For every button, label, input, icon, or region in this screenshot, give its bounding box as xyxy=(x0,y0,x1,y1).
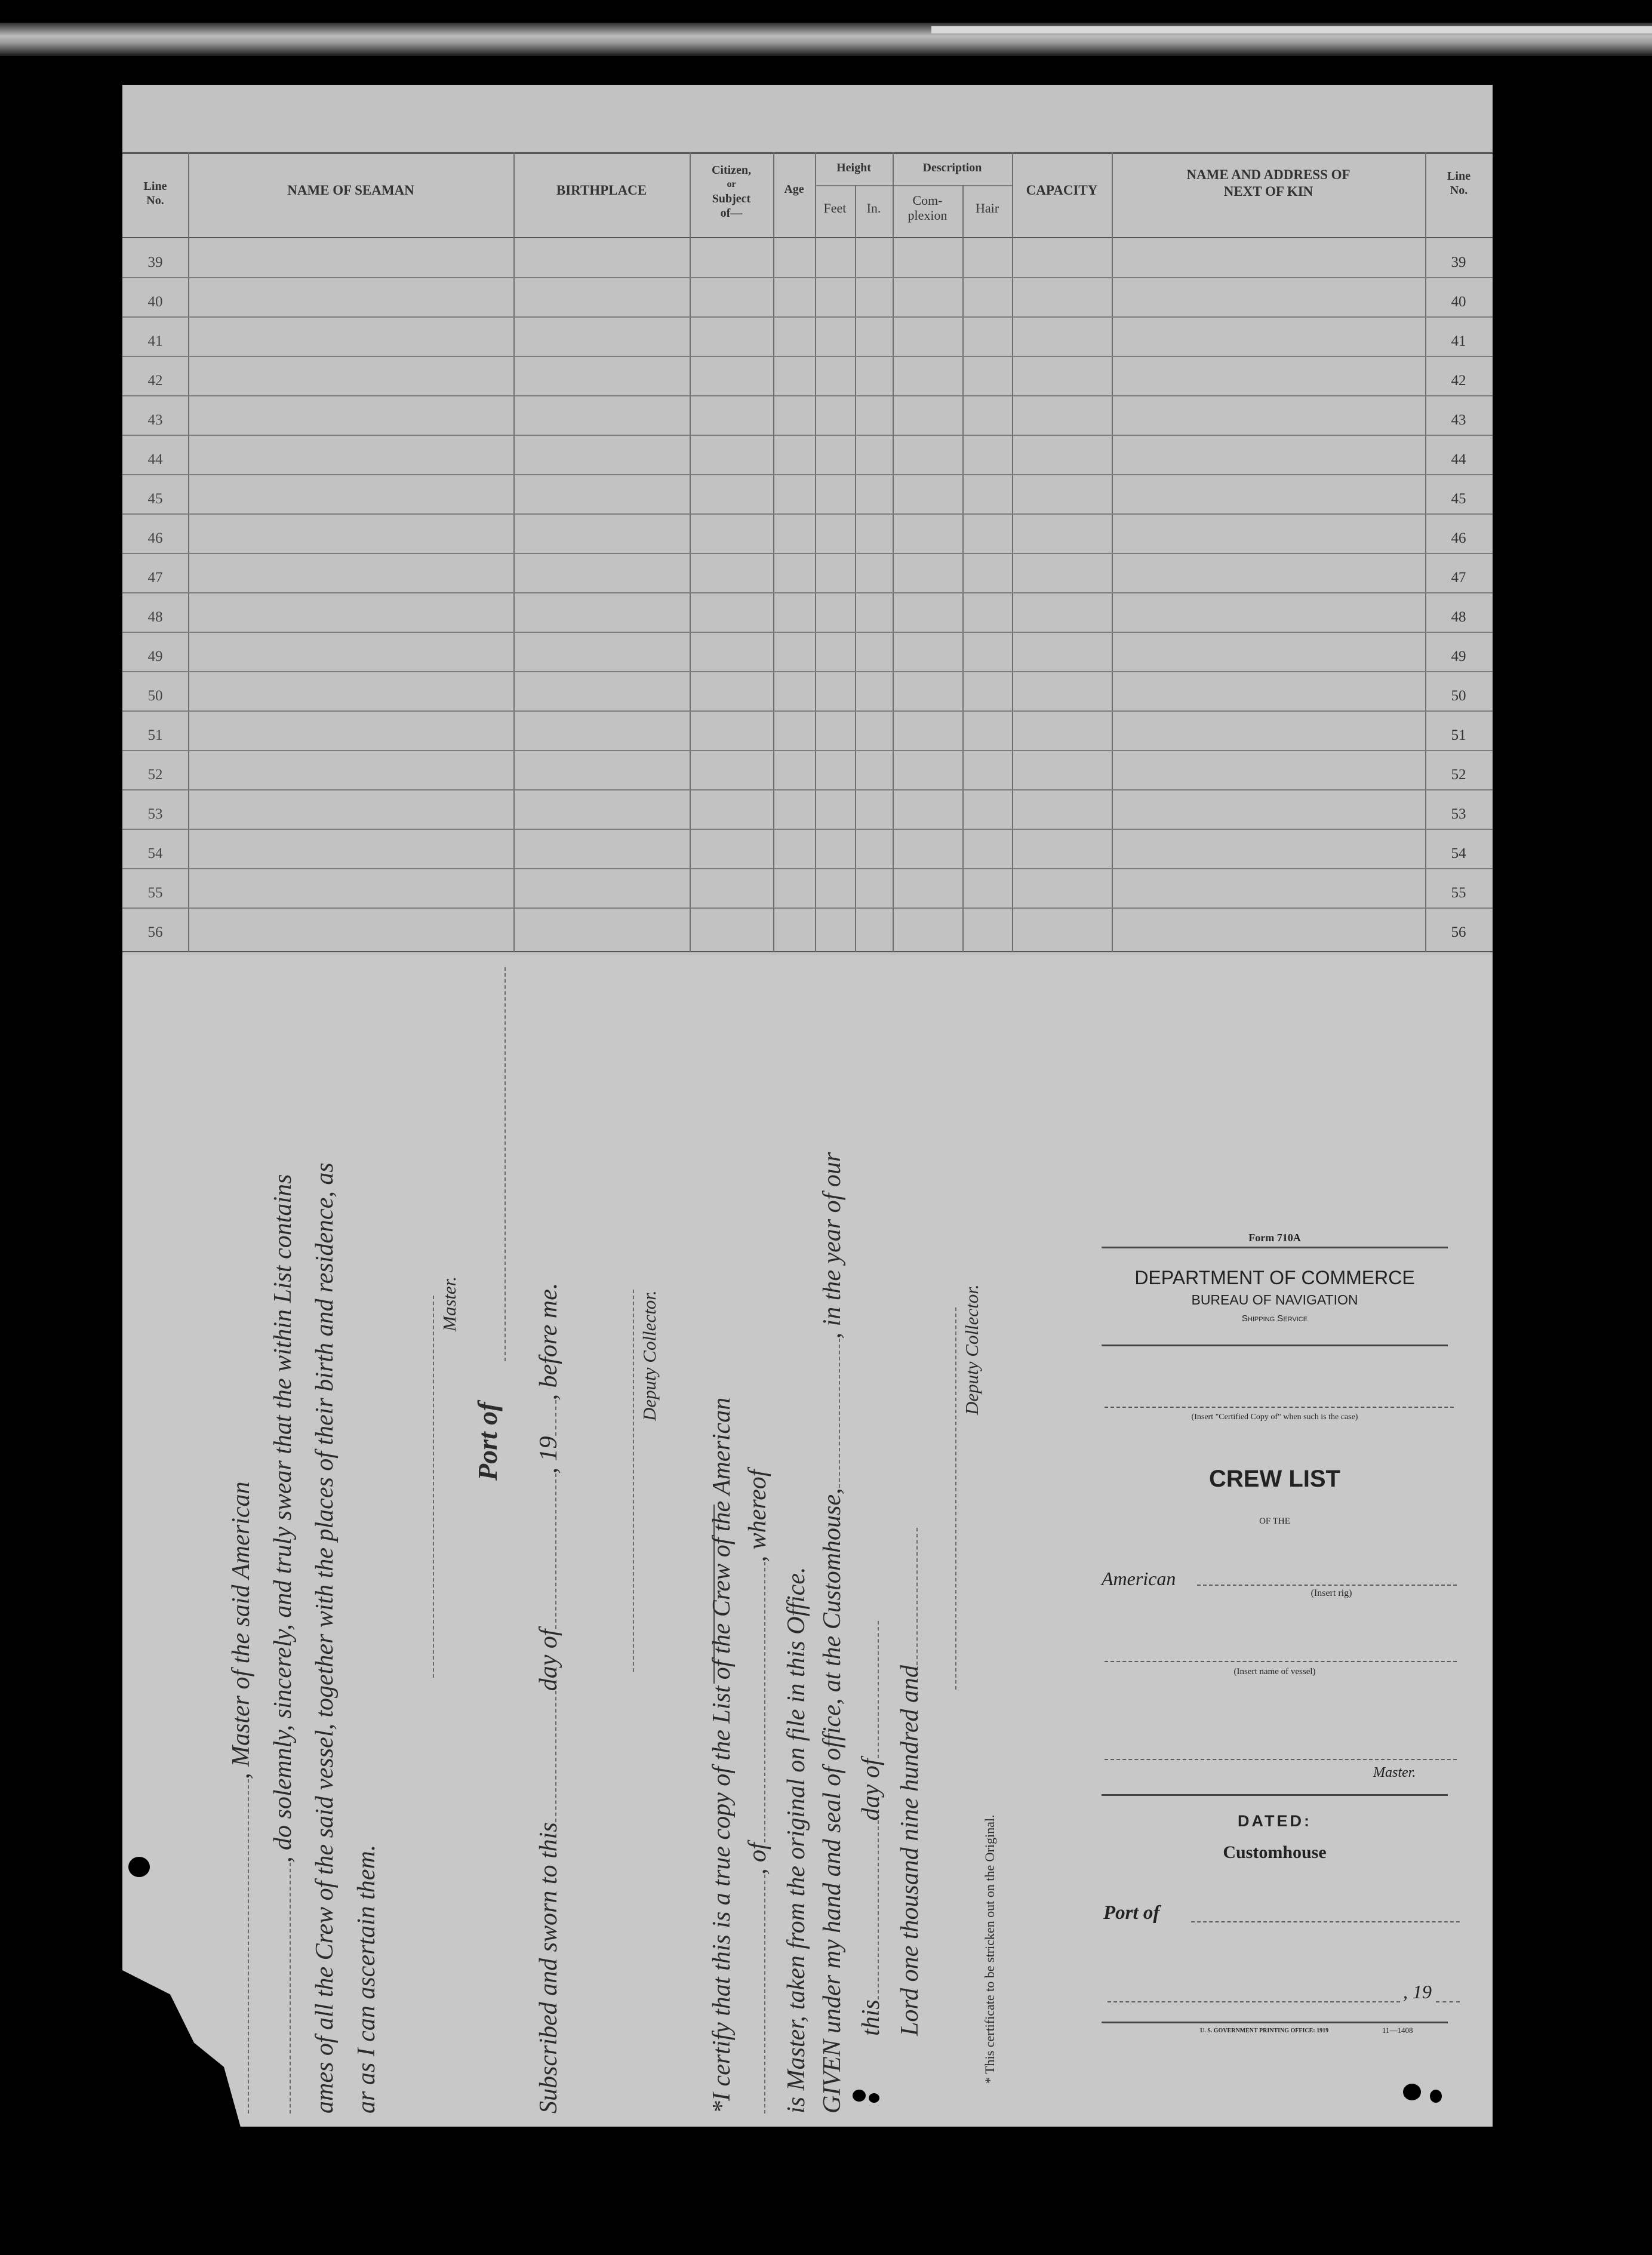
row-line-number-right: 51 xyxy=(1451,727,1466,743)
table-row xyxy=(122,278,1493,318)
department-title: DEPARTMENT OF COMMERCE xyxy=(1134,1267,1415,1288)
row-line-number-right: 52 xyxy=(1451,767,1466,783)
header-feet: Feet xyxy=(823,201,847,216)
port-of-line xyxy=(504,967,506,1361)
ink-blot xyxy=(853,2090,866,2102)
this-day-line: thisday of xyxy=(857,1622,885,2036)
height-desc-divider xyxy=(815,185,1012,186)
header-citizen: Citizen, or Subject of— xyxy=(711,164,752,220)
deputy-collector-label-1: Deputy Collector. xyxy=(639,1290,660,1421)
table-row xyxy=(122,909,1493,948)
table-row xyxy=(122,318,1493,357)
table-row xyxy=(122,239,1493,278)
master-signature-line xyxy=(433,1296,434,1678)
lord-line: Lord one thousand nine hundred and xyxy=(896,1528,924,2036)
bureau-title: BUREAU OF NAVIGATION xyxy=(1191,1292,1358,1308)
table-bottom-border xyxy=(122,951,1493,952)
table-row xyxy=(122,869,1493,909)
cover-top-rule xyxy=(1102,1247,1448,1248)
table-row xyxy=(122,396,1493,436)
crew-list-title: CREW LIST xyxy=(1209,1466,1340,1492)
table-row xyxy=(122,830,1493,869)
table-row xyxy=(122,712,1493,751)
cover-year-line xyxy=(1436,2001,1460,2002)
row-line-number: 49 xyxy=(147,648,163,664)
row-line-number-right: 44 xyxy=(1451,451,1466,467)
header-description: Description xyxy=(922,161,982,174)
row-line-number-right: 50 xyxy=(1451,688,1466,704)
row-line-number: 45 xyxy=(147,491,163,507)
rotated-oath-block xyxy=(173,1152,982,2125)
row-line-number-right: 48 xyxy=(1451,609,1466,625)
certify-line-3: is Master, taken from the original on file in this Office. xyxy=(783,1567,810,2114)
table-row xyxy=(122,633,1493,672)
customhouse-label: Customhouse xyxy=(1223,1842,1327,1862)
ink-blot xyxy=(1403,2084,1421,2100)
insert-vessel-note: (Insert name of vessel) xyxy=(1233,1667,1316,1676)
row-line-number-right: 47 xyxy=(1451,570,1466,586)
row-line-number: 46 xyxy=(147,530,163,546)
deputy-signature-line-2 xyxy=(955,1308,956,1690)
row-line-number: 40 xyxy=(147,294,163,310)
given-line: GIVEN under my hand and seal of office, at the Customhouse,, in the year of our xyxy=(819,1152,846,2114)
dated-label: DATED: xyxy=(1238,1812,1312,1830)
cover-rule-3 xyxy=(1102,1794,1448,1796)
row-line-number-right: 40 xyxy=(1451,294,1466,310)
row-line-number-right: 56 xyxy=(1451,924,1466,940)
header-line-no-right: Line No. xyxy=(1447,170,1471,197)
table-row xyxy=(122,790,1493,830)
certified-copy-line xyxy=(1105,1407,1454,1408)
row-line-number: 41 xyxy=(147,333,163,349)
printer-imprint: U. S. GOVERNMENT PRINTING OFFICE: 1919 xyxy=(1200,2028,1329,2034)
oath-line-3: ames of all the Crew of the said vessel, together with the places of their birth and residence, as xyxy=(311,1162,339,2114)
rig-line xyxy=(1197,1585,1457,1586)
cover-master-label: Master. xyxy=(1373,1765,1416,1780)
master-name-line xyxy=(1105,1759,1457,1760)
row-line-number: 51 xyxy=(147,727,163,743)
cover-port-of-label: Port of xyxy=(1103,1902,1160,1924)
header-hair: Hair xyxy=(975,201,999,216)
table-row xyxy=(122,593,1493,633)
crew-table xyxy=(122,152,1493,952)
certify-line-1: *I certify that this is a true copy of the List of the Crew of the American xyxy=(708,1397,736,2114)
row-line-number-right: 43 xyxy=(1451,412,1466,428)
row-line-number: 44 xyxy=(147,451,163,467)
row-line-number: 39 xyxy=(147,254,163,270)
subscribed-line: Subscribed and sworn to thisday of, 19, before me. xyxy=(535,1282,562,2114)
header-age: Age xyxy=(784,183,804,196)
insert-rig-note: (Insert rig) xyxy=(1310,1588,1352,1598)
row-line-number-right: 42 xyxy=(1451,373,1466,389)
american-label: American xyxy=(1102,1568,1176,1589)
row-line-number: 50 xyxy=(147,688,163,704)
oath-line-2: , do solemnly, sincerely, and truly swear that the within List contains xyxy=(269,1174,297,2114)
header-birthplace: BIRTHPLACE xyxy=(556,183,647,198)
row-line-number: 56 xyxy=(147,924,163,940)
header-height: Height xyxy=(836,161,871,174)
table-row xyxy=(122,554,1493,593)
row-line-number: 55 xyxy=(147,885,163,901)
table-row xyxy=(122,751,1493,790)
oath-line-4: ar as I can ascertain them. xyxy=(353,1844,380,2114)
row-line-number: 54 xyxy=(147,845,163,862)
master-label: Master. xyxy=(439,1276,460,1331)
header-in: In. xyxy=(866,201,881,216)
film-edge-highlight xyxy=(931,26,1652,33)
insert-certified-note: (Insert "Certified Copy of" when such is the case) xyxy=(1191,1413,1358,1422)
header-name-of-seaman: NAME OF SEAMAN xyxy=(287,183,414,198)
cover-rule-2 xyxy=(1102,1345,1448,1346)
header-complexion: Com- plexion xyxy=(907,193,947,223)
table-row xyxy=(122,672,1493,712)
deputy-collector-label-2: Deputy Collector. xyxy=(961,1284,982,1415)
header-line-no: Line No. xyxy=(143,180,167,207)
service-title: Shipping Service xyxy=(1241,1313,1308,1324)
port-of-label: Port of xyxy=(472,1402,503,1481)
table-row xyxy=(122,436,1493,475)
header-capacity: CAPACITY xyxy=(1026,183,1098,198)
form-number: Form 710A xyxy=(1248,1232,1301,1244)
ink-blot xyxy=(1430,2090,1442,2103)
cover-year-label: , 19 xyxy=(1403,1981,1432,2002)
ink-blot xyxy=(869,2093,879,2103)
table-row xyxy=(122,357,1493,396)
oath-line-1: , Master of the said American xyxy=(227,1481,256,2114)
table-row xyxy=(122,515,1493,554)
deputy-signature-line-1 xyxy=(633,1290,634,1672)
row-line-number: 53 xyxy=(147,806,163,822)
vessel-name-line xyxy=(1105,1661,1457,1662)
cover-port-line xyxy=(1191,1921,1460,1922)
ink-blot xyxy=(128,1857,150,1877)
cover-bottom-rule xyxy=(1102,2022,1448,2023)
row-line-number: 48 xyxy=(147,609,163,625)
form-code: 11—1408 xyxy=(1382,2026,1413,2035)
row-line-number-right: 39 xyxy=(1451,254,1466,270)
header-bottom-border xyxy=(122,237,1493,238)
row-line-number-right: 49 xyxy=(1451,648,1466,664)
row-line-number: 43 xyxy=(147,412,163,428)
table-row xyxy=(122,475,1493,515)
cover-date-line xyxy=(1108,2001,1400,2002)
table-top-border xyxy=(122,152,1493,154)
certify-line-2: , of, whereof xyxy=(743,1470,772,2114)
row-line-number-right: 46 xyxy=(1451,530,1466,546)
row-line-number: 52 xyxy=(147,767,163,783)
row-line-number: 42 xyxy=(147,373,163,389)
row-line-number-right: 41 xyxy=(1451,333,1466,349)
row-line-number-right: 55 xyxy=(1451,885,1466,901)
certificate-footnote: * This certificate to be stricken out on the Original. xyxy=(982,1814,997,2084)
row-line-number: 47 xyxy=(147,570,163,586)
header-next-of-kin: NAME AND ADDRESS OF NEXT OF KIN xyxy=(1186,167,1350,199)
row-line-number-right: 54 xyxy=(1451,845,1466,862)
row-line-number-right: 45 xyxy=(1451,491,1466,507)
of-the-label: OF THE xyxy=(1259,1516,1290,1526)
row-line-number-right: 53 xyxy=(1451,806,1466,822)
